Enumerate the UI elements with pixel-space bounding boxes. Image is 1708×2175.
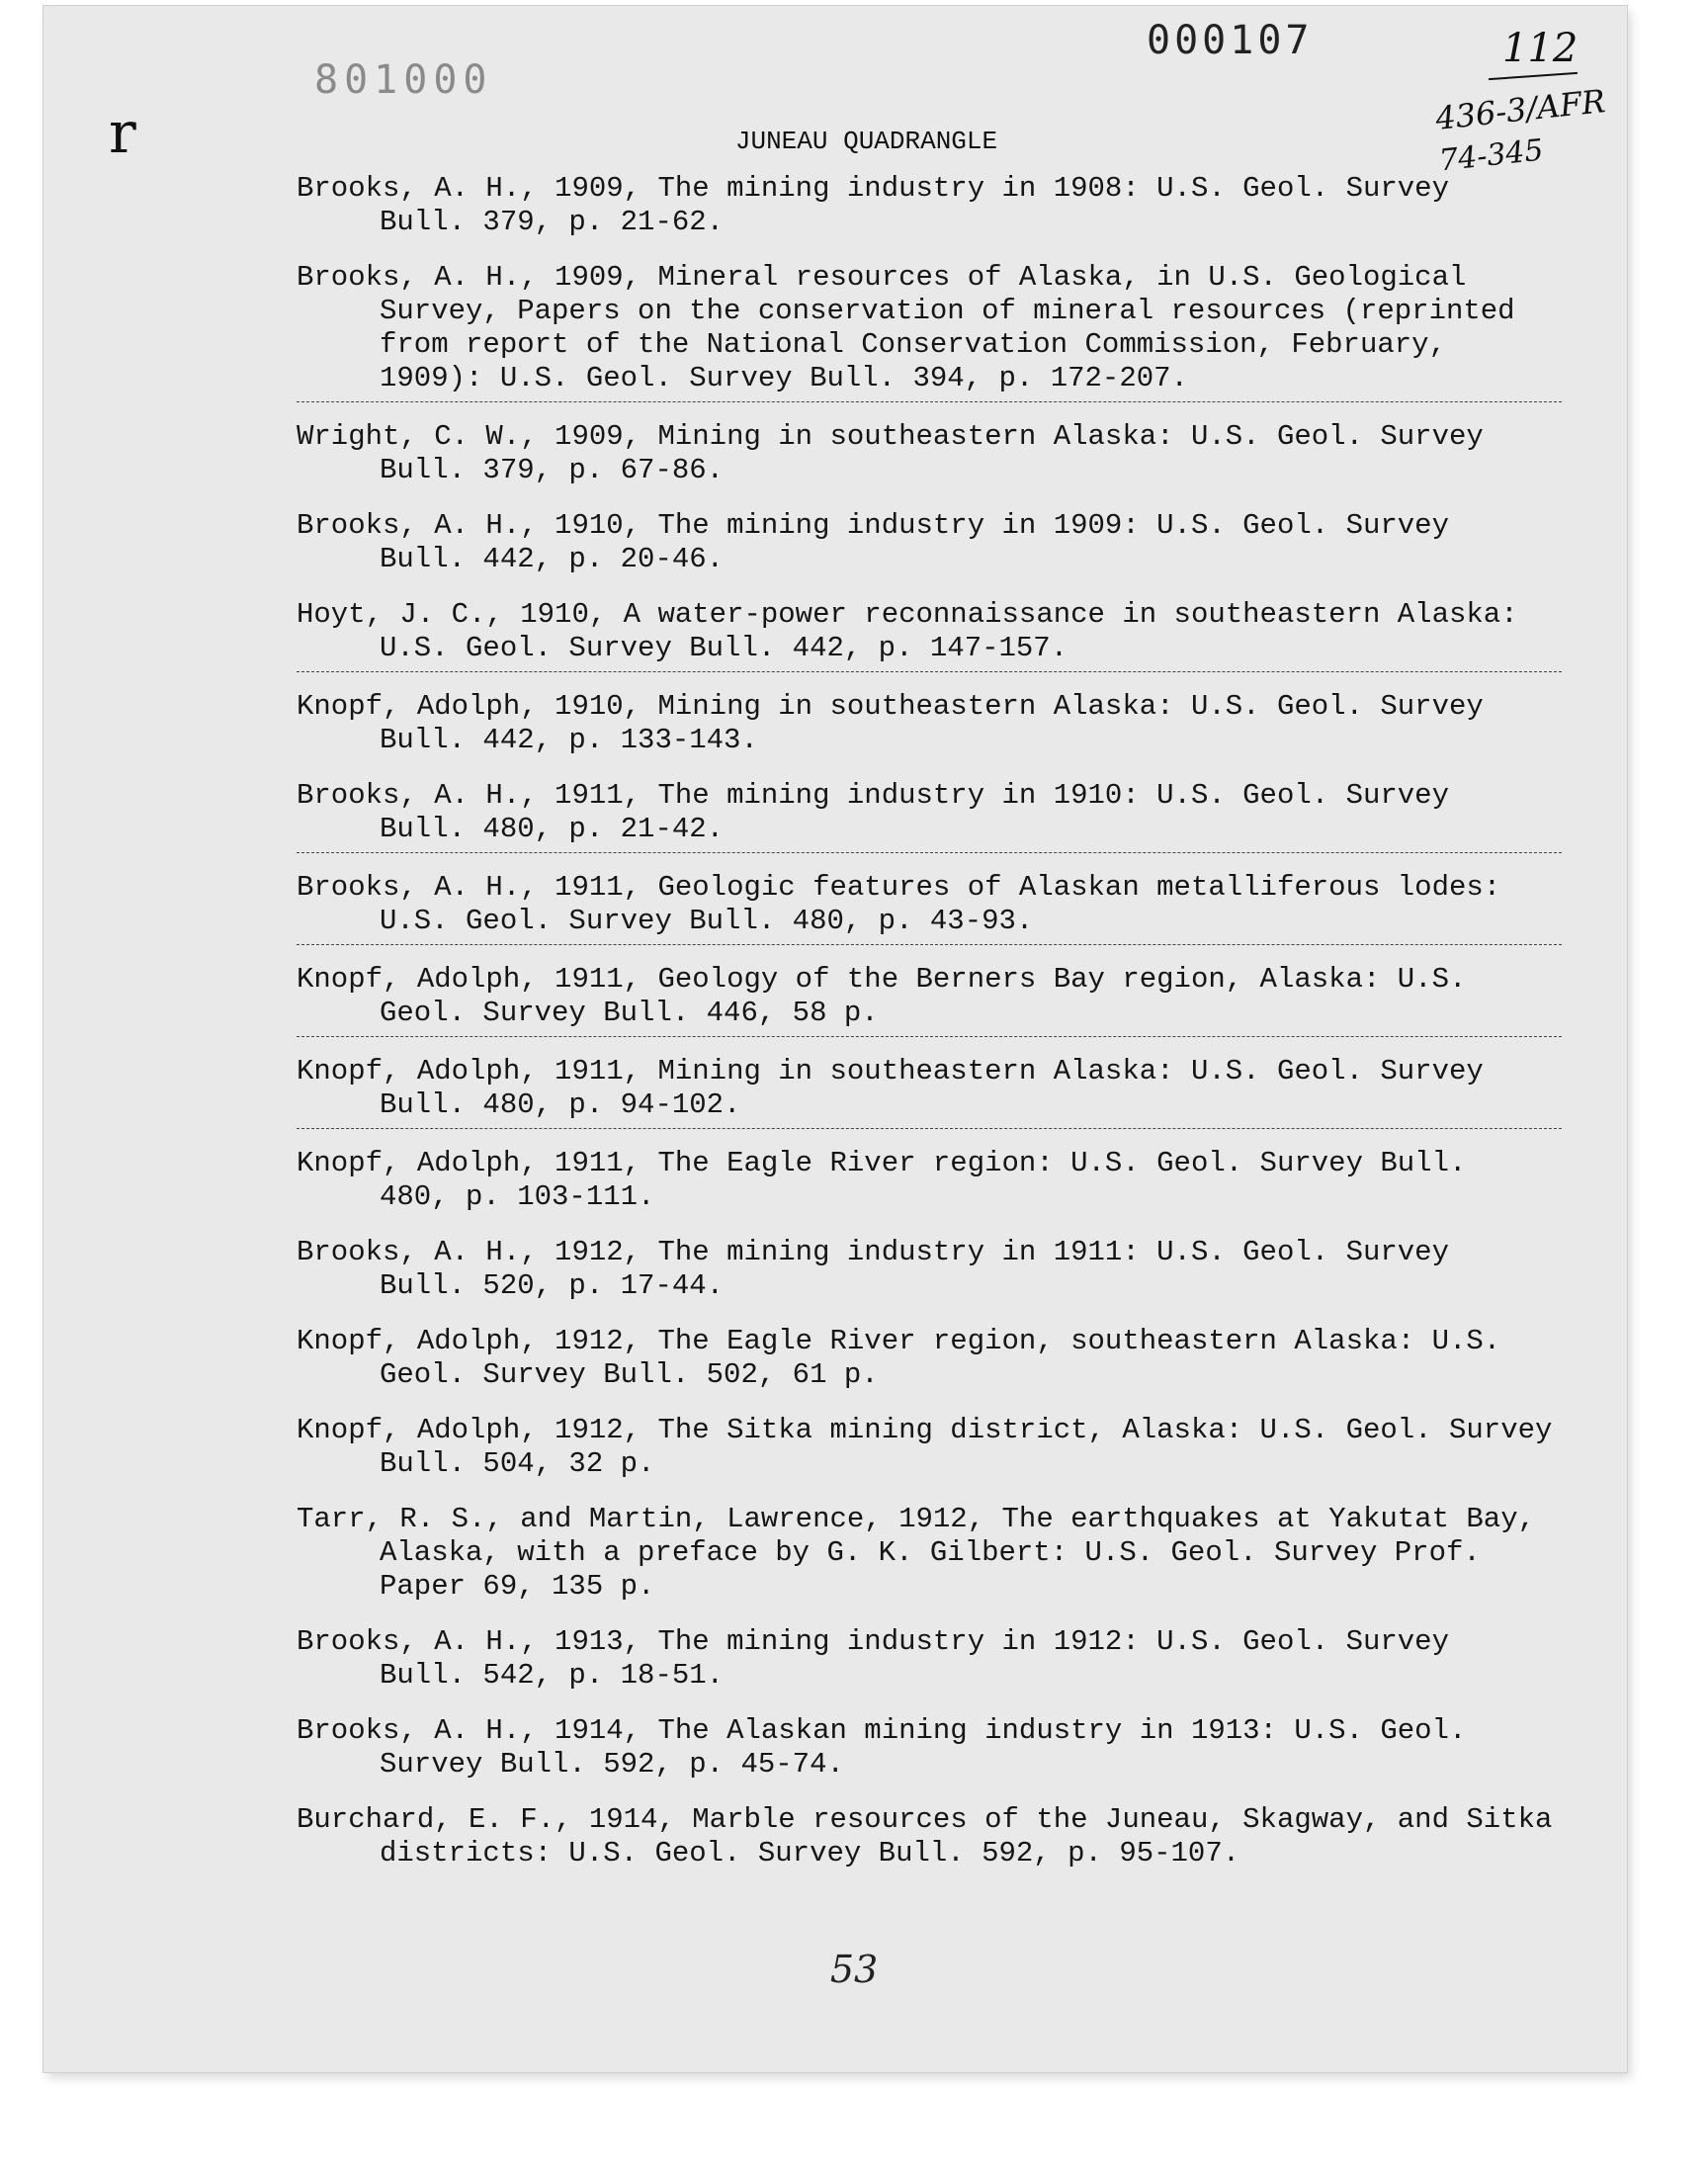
reference-entry: Brooks, A. H., 1914, The Alaskan mining industry in 1913: U.S. Geol. Survey Bull. 592, p. 45-74. xyxy=(297,1714,1467,1781)
reference-entry: Brooks, A. H., 1909, The mining industry in 1908: U.S. Geol. Survey Bull. 379, p. 21-62. xyxy=(297,172,1449,238)
reference-entry: Knopf, Adolph, 1910, Mining in southeastern Alaska: U.S. Geol. Survey Bull. 442, p. 133-143. xyxy=(297,690,1484,756)
reference-entry: Brooks, A. H., 1911, Geologic features of Alaskan metalliferous lodes: U.S. Geol. Survey Bull. 480, p. 43-93. xyxy=(297,871,1562,945)
handwritten-page-number: 112 xyxy=(1502,26,1579,71)
reference-entry: Brooks, A. H., 1910, The mining industry in 1909: U.S. Geol. Survey Bull. 442, p. 20-46. xyxy=(297,509,1449,575)
reference-entry: Knopf, Adolph, 1911, Geology of the Berners Bay region, Alaska: U.S. Geol. Survey Bull. 446, 58 p. xyxy=(297,963,1562,1037)
margin-mark: r xyxy=(109,99,136,166)
reference-list xyxy=(297,172,1562,1892)
reference-entry: Knopf, Adolph, 1911, The Eagle River region: U.S. Geol. Survey Bull. 480, p. 103-111. xyxy=(297,1147,1467,1213)
stamp-number: 801000 xyxy=(314,57,493,103)
reference-entry: Brooks, A. H., 1911, The mining industry in 1910: U.S. Geol. Survey Bull. 480, p. 21-42. xyxy=(297,779,1562,853)
document-number: 000107 xyxy=(1147,18,1314,63)
reference-entry: Brooks, A. H., 1909, Mineral resources of Alaska, in U.S. Geological Survey, Papers on the conservation of mineral resources (reprinted from report of the National Conservation Commission, February, 1909): U.S. Geol. Survey Bull. 394, p. 172-207. xyxy=(297,261,1562,402)
reference-entry: Brooks, A. H., 1913, The mining industry in 1912: U.S. Geol. Survey Bull. 542, p. 18-51. xyxy=(297,1625,1449,1692)
reference-entry: Knopf, Adolph, 1911, Mining in southeastern Alaska: U.S. Geol. Survey Bull. 480, p. 94-102. xyxy=(297,1055,1562,1129)
reference-entry: Brooks, A. H., 1912, The mining industry in 1911: U.S. Geol. Survey Bull. 520, p. 17-44. xyxy=(297,1236,1449,1302)
page-number: 53 xyxy=(829,1948,879,1991)
reference-entry: Knopf, Adolph, 1912, The Sitka mining district, Alaska: U.S. Geol. Survey Bull. 504, 32 p. xyxy=(297,1414,1553,1480)
reference-entry: Tarr, R. S., and Martin, Lawrence, 1912, The earthquakes at Yakutat Bay, Alaska, with a preface by G. K. Gilbert: U.S. Geol. Survey Prof. Paper 69, 135 p. xyxy=(297,1503,1536,1603)
reference-entry: Hoyt, J. C., 1910, A water-power reconnaissance in southeastern Alaska: U.S. Geol. Survey Bull. 442, p. 147-157. xyxy=(297,598,1562,672)
handwritten-reference: 436-3/AFR xyxy=(1433,82,1607,137)
reference-entry: Wright, C. W., 1909, Mining in southeastern Alaska: U.S. Geol. Survey Bull. 379, p. 67-86. xyxy=(297,420,1484,486)
page-title: JUNEAU QUADRANGLE xyxy=(734,127,998,156)
reference-entry: Knopf, Adolph, 1912, The Eagle River region, southeastern Alaska: U.S. Geol. Survey Bull. 502, 61 p. xyxy=(297,1325,1501,1391)
reference-entry: Burchard, E. F., 1914, Marble resources of the Juneau, Skagway, and Sitka districts: U.S. Geol. Survey Bull. 592, p. 95-107. xyxy=(297,1803,1553,1870)
handwritten-reference-2: 74-345 xyxy=(1437,132,1546,179)
